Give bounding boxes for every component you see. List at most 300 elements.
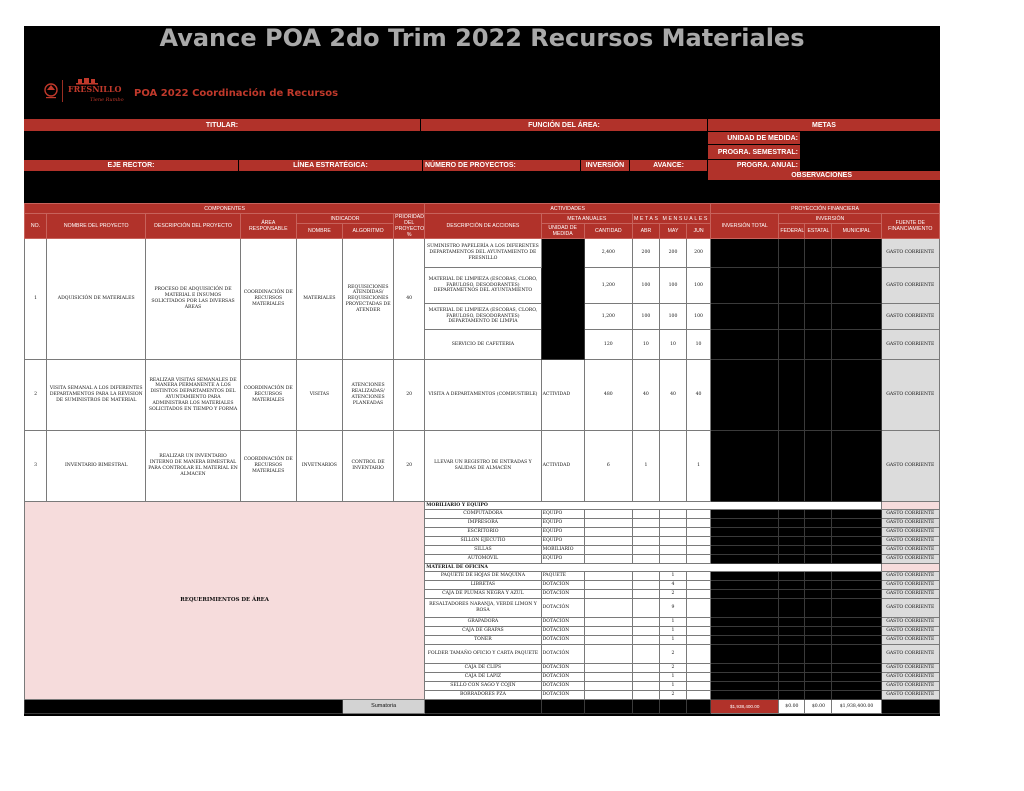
requirement-abr bbox=[632, 590, 659, 599]
municipal-cell bbox=[832, 691, 881, 700]
requirement-description: ESCRITORIO bbox=[425, 528, 541, 537]
investment-total-cell bbox=[711, 510, 779, 519]
requirement-quantity bbox=[584, 590, 632, 599]
funding-source: GASTO CORRIENTE bbox=[881, 431, 939, 502]
municipal-cell bbox=[832, 572, 881, 581]
total-federal: $0.00 bbox=[779, 700, 805, 714]
action-abr: 10 bbox=[632, 330, 659, 360]
subtitle: POA 2022 Coordinación de Recursos bbox=[134, 88, 339, 99]
totals-fuente-blank bbox=[881, 700, 939, 714]
project-description: REALIZAR UN INVENTARIO INTERNO DE MANERA BIMESTRAL PARA CONTROLAR EL MATERIAL EN ALMACEN bbox=[146, 431, 240, 502]
funding-source: GASTO CORRIENTE bbox=[881, 645, 939, 664]
funding-source: GASTO CORRIENTE bbox=[881, 627, 939, 636]
municipal-cell bbox=[832, 537, 881, 546]
totals-row bbox=[25, 700, 940, 714]
requirement-unit: DOTACIÓN bbox=[541, 645, 584, 664]
project-name: VISITA SEMANAL A LOS DIFERENTES DEPARTAMENTOS PARA LA REVISION DE SUMINISTROS DE MATERIAL bbox=[47, 360, 146, 431]
total-estatal: $0.00 bbox=[805, 700, 832, 714]
estatal-cell bbox=[805, 510, 832, 519]
estatal-cell bbox=[805, 581, 832, 590]
indicator-algorithm: ATENCIONES REALIZADAS/ ATENCIONES PLANEADAS bbox=[342, 360, 393, 431]
requirement-unit: DOTACIÓN bbox=[541, 581, 584, 590]
action-abr: 200 bbox=[632, 239, 659, 268]
estatal-cell bbox=[805, 572, 832, 581]
funding-source: GASTO CORRIENTE bbox=[881, 673, 939, 682]
requirement-abr bbox=[632, 581, 659, 590]
requirement-unit: DOTACIÓN bbox=[541, 618, 584, 627]
investment-total-cell bbox=[711, 431, 779, 502]
project-description: REALIZAR VISITAS SEMANALES DE MANERA PERMANENTE A LOS DISTINTOS DEPARTAMENTOS DEL AYUNTAMIENTO PARA ADMINISTRAR LOS MATERIALES SOLICITADOS EN TIEMPO Y FORMA bbox=[146, 360, 240, 431]
action-quantity: 1,200 bbox=[584, 304, 632, 330]
requirement-quantity bbox=[584, 691, 632, 700]
requirement-quantity bbox=[584, 636, 632, 645]
logo-text: FRESNILLO bbox=[68, 84, 122, 94]
requirement-unit: DOTACIÓN bbox=[541, 590, 584, 599]
requirement-jun bbox=[687, 645, 711, 664]
action-description: SUMINISTRO PAPELERÍA A LOS DIFERENTES DEPARTAMENTOS DEL AYUNTAMIENTO DE FRESNILLO bbox=[425, 239, 541, 268]
totals-blank bbox=[425, 700, 541, 714]
federal-cell bbox=[779, 537, 805, 546]
requirements-section-title: MOBILIARIO Y EQUIPO bbox=[425, 502, 881, 510]
requirement-jun bbox=[687, 590, 711, 599]
municipal-cell bbox=[832, 239, 881, 268]
logo-tagline: Tiene Rumbo bbox=[90, 97, 124, 103]
federal-cell bbox=[779, 636, 805, 645]
action-description: MATERIAL DE LIMPIEZA (ESCOBAS, CLORO, FABULOSO, DESODORANTES) DEPARTAMETNOS DEL AYUNTAMIENTO bbox=[425, 268, 541, 304]
requirement-may bbox=[659, 519, 686, 528]
project-name: ADQUISICIÓN DE MATERIALES bbox=[47, 239, 146, 360]
requirement-description: PAQUETE DE HOJAS DE MAQUINA bbox=[425, 572, 541, 581]
requirement-description: CAJA DE CLIPS bbox=[425, 664, 541, 673]
requirement-quantity bbox=[584, 618, 632, 627]
action-description: SERVICIO DE CAFETERIA bbox=[425, 330, 541, 360]
indicator-algorithm: CONTROL DE INVENTARIO bbox=[342, 431, 393, 502]
project-area: COORDINACIÓN DE RECURSOS MATERIALES bbox=[240, 431, 296, 502]
estatal-cell bbox=[805, 682, 832, 691]
municipal-cell bbox=[832, 590, 881, 599]
requirement-jun bbox=[687, 572, 711, 581]
funding-source: GASTO CORRIENTE bbox=[881, 519, 939, 528]
funding-source: GASTO CORRIENTE bbox=[881, 581, 939, 590]
requirement-unit: EQUIPO bbox=[541, 528, 584, 537]
requirements-label: REQUERIMIENTOS DE ÁREA bbox=[25, 502, 425, 700]
requirement-quantity bbox=[584, 664, 632, 673]
requirement-quantity bbox=[584, 546, 632, 555]
federal-cell bbox=[779, 360, 805, 431]
municipal-cell bbox=[832, 673, 881, 682]
requirement-quantity bbox=[584, 572, 632, 581]
investment-total-cell bbox=[711, 618, 779, 627]
col-inversion-total: INVERSIÓN TOTAL bbox=[711, 214, 779, 239]
investment-total-cell bbox=[711, 555, 779, 564]
municipal-cell bbox=[832, 510, 881, 519]
poa-sheet bbox=[24, 26, 940, 716]
investment-total-cell bbox=[711, 572, 779, 581]
federal-cell bbox=[779, 546, 805, 555]
action-unit: ACTIVIDAD bbox=[541, 360, 584, 431]
funding-source: GASTO CORRIENTE bbox=[881, 510, 939, 519]
requirement-jun bbox=[687, 581, 711, 590]
action-quantity: 480 bbox=[584, 360, 632, 431]
action-may: 200 bbox=[659, 239, 686, 268]
estatal-cell bbox=[805, 636, 832, 645]
requirement-description: LIBRETAS bbox=[425, 581, 541, 590]
table-row bbox=[25, 239, 940, 268]
requirement-quantity bbox=[584, 682, 632, 691]
estatal-cell bbox=[805, 537, 832, 546]
requirement-unit: EQUIPO bbox=[541, 537, 584, 546]
investment-total-cell bbox=[711, 664, 779, 673]
requirement-unit: DOTACIÓN bbox=[541, 691, 584, 700]
col-indicador-nombre: NOMBRE bbox=[296, 224, 342, 239]
requirement-may: 1 bbox=[659, 673, 686, 682]
indicator-name: INVETNARIOS bbox=[296, 431, 342, 502]
project-priority: 40 bbox=[394, 239, 425, 360]
estatal-cell bbox=[805, 590, 832, 599]
project-number: 1 bbox=[25, 239, 47, 360]
requirement-unit: DOTACIÓN bbox=[541, 664, 584, 673]
requirement-abr bbox=[632, 618, 659, 627]
federal-cell bbox=[779, 268, 805, 304]
action-may: 10 bbox=[659, 330, 686, 360]
municipal-cell bbox=[832, 519, 881, 528]
municipal-cell bbox=[832, 528, 881, 537]
action-may: 100 bbox=[659, 304, 686, 330]
requirement-description: RESALTADORES NARANJA, VERDE LIMON Y ROSA bbox=[425, 599, 541, 618]
federal-cell bbox=[779, 673, 805, 682]
funding-source: GASTO CORRIENTE bbox=[881, 528, 939, 537]
municipal-cell bbox=[832, 682, 881, 691]
requirement-abr bbox=[632, 645, 659, 664]
action-jun: 100 bbox=[687, 304, 711, 330]
requirement-may: 1 bbox=[659, 636, 686, 645]
requirement-jun bbox=[687, 664, 711, 673]
col-descripcion-proyecto: DESCRIPCIÓN DEL PROYECTO bbox=[146, 214, 240, 239]
titular-value bbox=[24, 132, 707, 160]
requirement-abr bbox=[632, 627, 659, 636]
action-quantity: 1,200 bbox=[584, 268, 632, 304]
requirement-may: 9 bbox=[659, 599, 686, 618]
requirement-may: 2 bbox=[659, 645, 686, 664]
action-quantity: 6 bbox=[584, 431, 632, 502]
requirement-may: 2 bbox=[659, 590, 686, 599]
requirement-jun bbox=[687, 537, 711, 546]
col-indicador: INDICADOR bbox=[296, 214, 393, 224]
municipal-cell bbox=[832, 618, 881, 627]
project-description: PROCESO DE ADQUISICIÓN DE MATERIAL E INSUMOS SOLICITADOS POR LAS DIVERSAS ÁREAS bbox=[146, 239, 240, 360]
funding-source: GASTO CORRIENTE bbox=[881, 590, 939, 599]
section-fuente-cell bbox=[881, 564, 939, 572]
funding-source: GASTO CORRIENTE bbox=[881, 304, 939, 330]
col-area-responsable: ÁREA RESPONSABLE bbox=[240, 214, 296, 239]
requirement-abr bbox=[632, 528, 659, 537]
federal-cell bbox=[779, 682, 805, 691]
inversion-label: INVERSIÓN bbox=[581, 160, 629, 171]
avance-label: AVANCE: bbox=[630, 160, 707, 171]
estatal-cell bbox=[805, 664, 832, 673]
total-inversion: $1,938,400.00 bbox=[711, 700, 779, 714]
col-may: MAY bbox=[659, 224, 686, 239]
estatal-cell bbox=[805, 239, 832, 268]
requirement-quantity bbox=[584, 537, 632, 546]
requirement-description: CAJA DE PLUMAS NEGRA Y AZUL bbox=[425, 590, 541, 599]
requirement-unit: EQUIPO bbox=[541, 555, 584, 564]
action-jun: 40 bbox=[687, 360, 711, 431]
table-row bbox=[25, 360, 940, 431]
totals-blank bbox=[584, 700, 632, 714]
requirement-abr bbox=[632, 682, 659, 691]
progra-anual-label: PROGRA. ANUAL: bbox=[708, 160, 800, 171]
totals-blank bbox=[687, 700, 711, 714]
requirement-abr bbox=[632, 510, 659, 519]
col-jun: JUN bbox=[687, 224, 711, 239]
requirement-abr bbox=[632, 599, 659, 618]
investment-total-cell bbox=[711, 636, 779, 645]
col-fuente: FUENTE DE FINANCIAMIENTO bbox=[881, 214, 939, 239]
total-municipal: $1,938,400.00 bbox=[832, 700, 881, 714]
requirement-jun bbox=[687, 555, 711, 564]
requirement-description: FOLDER TAMAÑO OFICIO Y CARTA PAQUETE bbox=[425, 645, 541, 664]
funding-source: GASTO CORRIENTE bbox=[881, 682, 939, 691]
investment-total-cell bbox=[711, 519, 779, 528]
federal-cell bbox=[779, 304, 805, 330]
action-quantity: 120 bbox=[584, 330, 632, 360]
col-inversion: INVERSIÓN bbox=[779, 214, 881, 224]
federal-cell bbox=[779, 330, 805, 360]
requirement-may: 4 bbox=[659, 581, 686, 590]
municipal-cell bbox=[832, 268, 881, 304]
requirement-unit: DOTACIÓN bbox=[541, 673, 584, 682]
col-federal: FEDERAL bbox=[779, 224, 805, 239]
funding-source: GASTO CORRIENTE bbox=[881, 537, 939, 546]
requirement-unit: EQUIPO bbox=[541, 510, 584, 519]
funding-source: GASTO CORRIENTE bbox=[881, 664, 939, 673]
requirement-jun bbox=[687, 618, 711, 627]
action-abr: 100 bbox=[632, 304, 659, 330]
funcion-label: FUNCIÓN DEL ÁREA: bbox=[421, 119, 707, 131]
requirement-quantity bbox=[584, 645, 632, 664]
section-row bbox=[25, 502, 940, 510]
federal-cell bbox=[779, 510, 805, 519]
investment-total-cell bbox=[711, 682, 779, 691]
requirement-may bbox=[659, 537, 686, 546]
federal-cell bbox=[779, 572, 805, 581]
estatal-cell bbox=[805, 304, 832, 330]
federal-cell bbox=[779, 555, 805, 564]
requirement-jun bbox=[687, 627, 711, 636]
municipal-cell bbox=[832, 645, 881, 664]
investment-total-cell bbox=[711, 239, 779, 268]
unidad-medida-label: UNIDAD DE MEDIDA: bbox=[708, 132, 800, 144]
requirement-description: BORRADORES PZA bbox=[425, 691, 541, 700]
investment-total-cell bbox=[711, 599, 779, 618]
action-description: LLEVAR UN REGISTRO DE ENTRADAS Y SALIDAS DE ALMACÉN bbox=[425, 431, 541, 502]
requirement-quantity bbox=[584, 528, 632, 537]
requirement-jun bbox=[687, 546, 711, 555]
actividades-header: ACTIVIDADES bbox=[425, 204, 711, 214]
estatal-cell bbox=[805, 673, 832, 682]
funding-source: GASTO CORRIENTE bbox=[881, 691, 939, 700]
action-unit: ACTIVIDAD bbox=[541, 431, 584, 502]
requirement-description: SILLAS bbox=[425, 546, 541, 555]
progra-semestral-label: PROGRA. SEMESTRAL: bbox=[708, 145, 800, 159]
linea-estrategica-label: LÍNEA ESTRATÉGICA: bbox=[239, 160, 422, 171]
investment-total-cell bbox=[711, 304, 779, 330]
requirement-abr bbox=[632, 664, 659, 673]
page-title: Avance POA 2do Trim 2022 Recursos Materiales bbox=[159, 26, 805, 52]
estatal-cell bbox=[805, 627, 832, 636]
funding-source: GASTO CORRIENTE bbox=[881, 546, 939, 555]
col-nombre-proyecto: NOMBRE DEL PROYECTO bbox=[47, 214, 146, 239]
project-number: 3 bbox=[25, 431, 47, 502]
project-priority: 20 bbox=[394, 360, 425, 431]
requirement-abr bbox=[632, 519, 659, 528]
project-priority: 20 bbox=[394, 431, 425, 502]
action-may: 40 bbox=[659, 360, 686, 431]
col-descripcion-acciones: DESCRIPCIÓN DE ACCIONES bbox=[425, 214, 541, 239]
col-meta-anuales: META ANUALES bbox=[541, 214, 632, 224]
municipal-cell bbox=[832, 555, 881, 564]
federal-cell bbox=[779, 528, 805, 537]
requirement-description: TONER bbox=[425, 636, 541, 645]
requirements-section-title: MATERIAL DE OFICINA bbox=[425, 564, 881, 572]
requirement-may: 1 bbox=[659, 618, 686, 627]
requirement-quantity bbox=[584, 510, 632, 519]
eje-rector-label: EJE RECTOR: bbox=[24, 160, 238, 171]
col-cantidad: CANTIDAD bbox=[584, 224, 632, 239]
componentes-header: COMPONENTES bbox=[25, 204, 425, 214]
observaciones-label: OBSERVACIONES bbox=[708, 171, 940, 180]
federal-cell bbox=[779, 590, 805, 599]
section-fuente-cell bbox=[881, 502, 939, 510]
funding-source: GASTO CORRIENTE bbox=[881, 599, 939, 618]
requirement-may: 2 bbox=[659, 691, 686, 700]
estatal-cell bbox=[805, 519, 832, 528]
requirement-quantity bbox=[584, 519, 632, 528]
requirement-unit: DOTACIÓN bbox=[541, 627, 584, 636]
estatal-cell bbox=[805, 618, 832, 627]
col-abr: ABR bbox=[632, 224, 659, 239]
requirement-jun bbox=[687, 599, 711, 618]
col-estatal: ESTATAL bbox=[805, 224, 832, 239]
project-area: COORDINACIÓN DE RECURSOS MATERIALES bbox=[240, 239, 296, 360]
estatal-cell bbox=[805, 528, 832, 537]
requirement-abr bbox=[632, 673, 659, 682]
col-prioridad: PRIORIDAD DEL PROYECTO % bbox=[395, 214, 425, 238]
metas-label: METAS bbox=[708, 119, 940, 131]
investment-total-cell bbox=[711, 590, 779, 599]
funding-source: GASTO CORRIENTE bbox=[881, 360, 939, 431]
requirement-unit: PAQUETE bbox=[541, 572, 584, 581]
requirement-description: CAJA DE LAPIZ bbox=[425, 673, 541, 682]
table-row bbox=[25, 431, 940, 502]
municipal-cell bbox=[832, 636, 881, 645]
estatal-cell bbox=[805, 599, 832, 618]
municipal-cell bbox=[832, 581, 881, 590]
federal-cell bbox=[779, 581, 805, 590]
estatal-cell bbox=[805, 555, 832, 564]
investment-total-cell bbox=[711, 673, 779, 682]
col-no: NO. bbox=[25, 214, 47, 239]
requirement-quantity bbox=[584, 627, 632, 636]
municipal-cell bbox=[832, 304, 881, 330]
col-unidad-medida: UNIDAD DE MEDIDA bbox=[541, 224, 584, 239]
totals-blank bbox=[541, 700, 584, 714]
requirement-may bbox=[659, 528, 686, 537]
requirement-unit: EQUIPO bbox=[541, 519, 584, 528]
municipal-cell bbox=[832, 330, 881, 360]
requirement-abr bbox=[632, 572, 659, 581]
totals-blank bbox=[632, 700, 659, 714]
requirement-description: IMPRESORA bbox=[425, 519, 541, 528]
action-unit bbox=[541, 239, 584, 360]
sumatoria-label: Sumatoria bbox=[342, 700, 424, 714]
requirement-description: COMPUTADORA bbox=[425, 510, 541, 519]
requirement-abr bbox=[632, 537, 659, 546]
project-number: 2 bbox=[25, 360, 47, 431]
federal-cell bbox=[779, 599, 805, 618]
requirement-abr bbox=[632, 691, 659, 700]
federal-cell bbox=[779, 618, 805, 627]
requirement-abr bbox=[632, 546, 659, 555]
action-may bbox=[659, 431, 686, 502]
requirement-jun bbox=[687, 519, 711, 528]
investment-total-cell bbox=[711, 537, 779, 546]
project-name: INVENTARIO BIMESTRAL bbox=[47, 431, 146, 502]
action-description: VISITA A DEPARTAMENTOS (COMBUSTIBLE) bbox=[425, 360, 541, 431]
requirement-unit: DOTACIÓN bbox=[541, 636, 584, 645]
action-may: 100 bbox=[659, 268, 686, 304]
requirement-may bbox=[659, 555, 686, 564]
action-abr: 100 bbox=[632, 268, 659, 304]
investment-total-cell bbox=[711, 581, 779, 590]
proyeccion-header: PROYECCIÓN FINANCIERA bbox=[711, 204, 940, 214]
indicator-name: MATERIALES bbox=[296, 239, 342, 360]
funding-source: GASTO CORRIENTE bbox=[881, 330, 939, 360]
requirement-jun bbox=[687, 636, 711, 645]
action-quantity: 2,400 bbox=[584, 239, 632, 268]
requirement-description: SILLON EJECUTIO bbox=[425, 537, 541, 546]
investment-total-cell bbox=[711, 528, 779, 537]
funding-source: GASTO CORRIENTE bbox=[881, 268, 939, 304]
funding-source: GASTO CORRIENTE bbox=[881, 555, 939, 564]
requirement-description: CAJA DE GRAPAS bbox=[425, 627, 541, 636]
requirement-unit: MOBILIARIO bbox=[541, 546, 584, 555]
estatal-cell bbox=[805, 645, 832, 664]
federal-cell bbox=[779, 431, 805, 502]
municipal-cell bbox=[832, 546, 881, 555]
federal-cell bbox=[779, 519, 805, 528]
action-abr: 40 bbox=[632, 360, 659, 431]
poa-table bbox=[24, 203, 940, 714]
municipal-cell bbox=[832, 360, 881, 431]
action-description: MATERIAL DE LIMPIEZA (ESCOBAS, CLORO, FABULOSO, DESODORANTES) DEPARTAMENTO DE LIMPIA bbox=[425, 304, 541, 330]
action-jun: 100 bbox=[687, 268, 711, 304]
estatal-cell bbox=[805, 691, 832, 700]
estatal-cell bbox=[805, 431, 832, 502]
titular-label: TITULAR: bbox=[24, 119, 420, 131]
estatal-cell bbox=[805, 330, 832, 360]
investment-total-cell bbox=[711, 645, 779, 664]
col-municipal: MUNICIPAL bbox=[832, 224, 881, 239]
requirement-jun bbox=[687, 528, 711, 537]
requirement-quantity bbox=[584, 555, 632, 564]
requirement-abr bbox=[632, 636, 659, 645]
funding-source: GASTO CORRIENTE bbox=[881, 239, 939, 268]
estatal-cell bbox=[805, 268, 832, 304]
action-abr: 1 bbox=[632, 431, 659, 502]
federal-cell bbox=[779, 691, 805, 700]
